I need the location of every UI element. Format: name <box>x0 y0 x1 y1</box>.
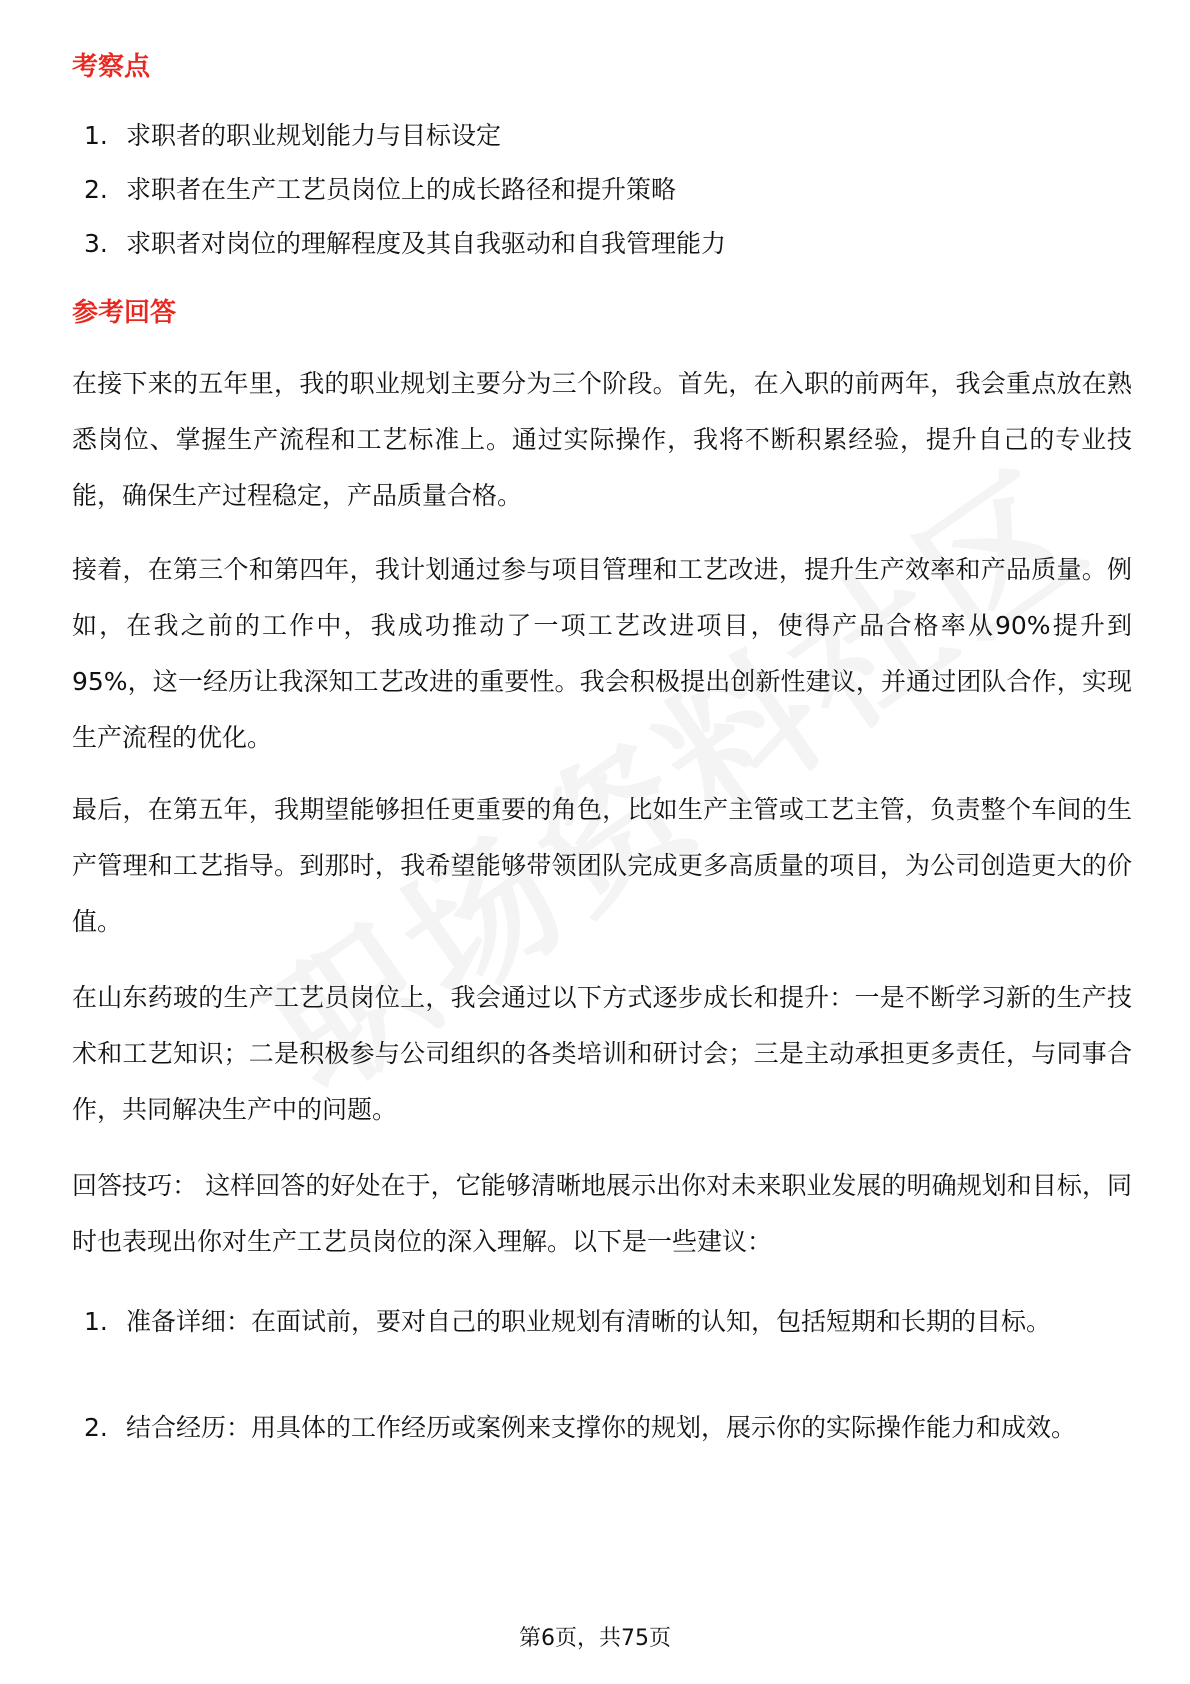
list-text: 求职者在生产工艺员岗位上的成长路径和提升策略 <box>126 175 677 204</box>
list-item <box>72 216 1132 272</box>
answer-paragraph: 在接下来的五年里，我的职业规划主要分为三个阶段。首先，在入职的前两年，我会重点放在熟悉岗位、掌握生产流程和工艺标准上。通过实际操作，我将不断积累经验，提升自己的专业技能，确保生产过程稳定，产品质量合格。 <box>72 369 1132 510</box>
list-text: 求职者对岗位的理解程度及其自我驱动和自我管理能力 <box>126 229 727 258</box>
list-number: 3. <box>84 229 108 258</box>
list-number: 1. <box>84 121 108 150</box>
list-number: 2. <box>84 175 108 204</box>
list-number: 1. <box>84 1307 108 1336</box>
answer-paragraph: 接着，在第三个和第四年，我计划通过参与项目管理和工艺改进，提升生产效率和产品质量。例如，在我之前的工作中，我成功推动了一项工艺改进项目，使得产品合格率从90%提升到95%，这一经历让我深知工艺改进的重要性。我会积极提出创新性建议，并通过团队合作，实现生产流程的优化。 <box>72 555 1132 752</box>
list-number: 2. <box>84 1413 108 1442</box>
section-heading-reference-answer: 参考回答 <box>72 298 177 328</box>
tip-item <box>72 1294 1132 1350</box>
section-heading-exam-points: 考察点 <box>72 52 151 82</box>
list-text: 结合经历：用具体的工作经历或案例来支撑你的规划，展示你的实际操作能力和成效。 <box>126 1413 1077 1442</box>
list-text: 求职者的职业规划能力与目标设定 <box>126 121 502 150</box>
tip-item <box>72 1400 1132 1456</box>
list-item <box>72 162 1132 218</box>
answer-paragraph: 在山东药玻的生产工艺员岗位上，我会通过以下方式逐步成长和提升：一是不断学习新的生产技术和工艺知识；二是积极参与公司组织的各类培训和研讨会；三是主动承担更多责任，与同事合作，共同解决生产中的问题。 <box>72 983 1132 1124</box>
answer-tips-intro: 回答技巧： 这样回答的好处在于，它能够清晰地展示出你对未来职业发展的明确规划和目标，同时也表现出你对生产工艺员岗位的深入理解。以下是一些建议： <box>72 1171 1132 1256</box>
list-item <box>72 108 1132 164</box>
page-number: 第6页，共75页 <box>519 1626 671 1651</box>
answer-paragraph: 最后，在第五年，我期望能够担任更重要的角色，比如生产主管或工艺主管，负责整个车间的生产管理和工艺指导。到那时，我希望能够带领团队完成更多高质量的项目，为公司创造更大的价值。 <box>72 795 1132 936</box>
list-text: 准备详细：在面试前，要对自己的职业规划有清晰的认知，包括短期和长期的目标。 <box>126 1307 1052 1336</box>
